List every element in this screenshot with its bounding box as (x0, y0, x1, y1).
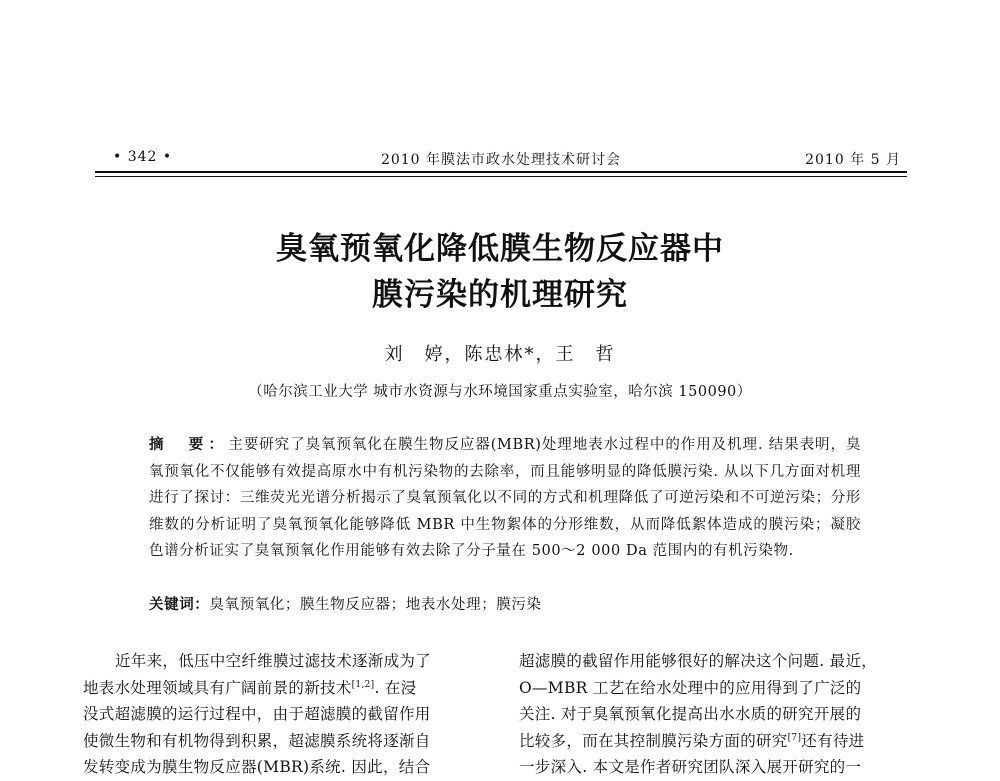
author-list: 刘 婷，陈忠林*，王 哲 (384, 344, 616, 365)
conference-name: 2010 年膜法市政水处理技术研讨会 (380, 152, 622, 168)
body-left-line-2-text: 地表水处理领域具有广阔前景的新技术 (83, 678, 352, 697)
keywords-label: 关键词： (149, 596, 210, 613)
body-right-line-2: O—MBR 工艺在给水处理中的应用得到了广泛的 (519, 678, 862, 697)
keywords-text: 臭氧预氧化；膜生物反应器；地表水处理；膜污染 (209, 597, 542, 613)
body-right-line-4 (519, 728, 921, 755)
paper-title (0, 226, 1000, 318)
body-left-line-1: 近年来，低压中空纤维膜过滤技术逐渐成为了 (115, 652, 432, 670)
title-line-1: 臭氧预氧化降低膜生物反应器中 (276, 231, 724, 267)
publication-date: 2010 年 5 月 (805, 152, 901, 168)
body-left-line-4: 使微生物和有机物得到积累，超滤膜系统将逐渐自 (83, 731, 431, 750)
abstract-label: 摘 要： (149, 436, 229, 453)
body-column-left (83, 648, 485, 781)
body-left-line-2-tail: . 在浸 (374, 678, 417, 697)
body-right-line-4-tail: 还有待进 (801, 731, 865, 750)
body-right-line-5: 一步深入. 本文是作者研究团队深入展开研究的一 (519, 758, 862, 776)
header-rule-thin (95, 176, 907, 177)
abstract-text: 主要研究了臭氧预氧化在膜生物反应器(MBR)处理地表水过程中的作用及机理. 结果表明，臭氧预氧化不仅能够有效提高原水中有机污染物的去除率，而且能够明显的降低膜污染. 从以下几方面对机理进行了探讨：三维荧光光谱分析揭示了臭氧预氧化以不同的方式和机理降低了可逆污染和不可逆污染；分形维数的分析证明了臭氧预氧化能够降低 MBR 中生物絮体的分形维数，从而降低絮体造成的膜污染；凝胶色谱分析证实了臭氧预氧化作用能够有效去除了分子量在 500～2 000 Da 范围内的有机污染物. (149, 437, 862, 559)
abstract (149, 432, 861, 565)
body-left-line-2 (83, 675, 485, 702)
body-left-line-3: 没式超滤膜的运行过程中，由于超滤膜的截留作用 (83, 705, 431, 723)
body-right-line-4-text: 比较多，而在其控制膜污染方面的研究 (519, 731, 788, 750)
body-right-line-3: 关注. 对于臭氧预氧化提高出水水质的研究开展的 (519, 705, 862, 723)
page-number: • 342 • (113, 149, 173, 165)
title-line-2: 膜污染的机理研究 (372, 277, 628, 313)
citation-ref: [7] (787, 732, 802, 743)
header-rule-thick (95, 171, 907, 173)
keywords (149, 592, 861, 618)
body-left-line-5: 发转变成为膜生物反应器(MBR)系统. 因此，结合 (83, 758, 431, 776)
citation-ref: [1,2] (351, 679, 375, 690)
affiliation: （哈尔滨工业大学 城市水资源与水环境国家重点实验室，哈尔滨 150090） (248, 384, 752, 400)
running-header (95, 147, 907, 173)
body-column-right (519, 648, 921, 781)
body-right-line-1: 超滤膜的截留作用能够很好的解决这个问题. 最近， (519, 652, 878, 670)
